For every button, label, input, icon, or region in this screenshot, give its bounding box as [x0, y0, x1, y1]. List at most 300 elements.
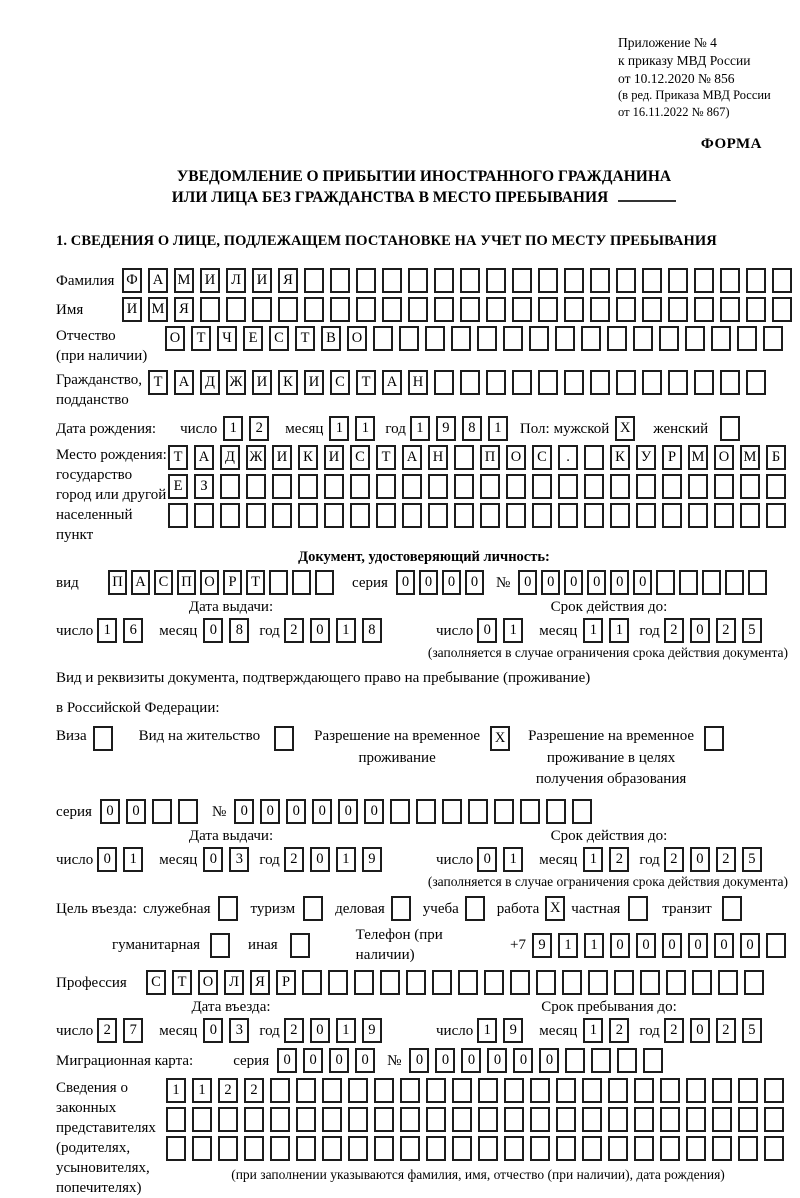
representatives-cell[interactable]: [556, 1078, 576, 1103]
birth-place-cell[interactable]: [272, 503, 292, 528]
doc-number-cell[interactable]: 0: [633, 570, 652, 595]
representatives-cell[interactable]: [244, 1107, 264, 1132]
phone-cell[interactable]: [766, 933, 786, 958]
birth-place-cell[interactable]: О: [714, 445, 734, 470]
representatives-cell[interactable]: [218, 1107, 238, 1132]
doc-type-cell[interactable]: П: [177, 570, 196, 595]
given-name-cell[interactable]: [434, 297, 454, 322]
representatives-cell[interactable]: [374, 1107, 394, 1132]
profession-cell[interactable]: [666, 970, 686, 995]
given-name-cell[interactable]: [616, 297, 636, 322]
purpose-tourism-cell[interactable]: [303, 896, 323, 921]
purpose-humanitarian-cell[interactable]: [210, 933, 230, 958]
citizenship-cell[interactable]: [668, 370, 688, 395]
patronymic-cell[interactable]: [737, 326, 757, 351]
given-name-cell[interactable]: [304, 297, 324, 322]
birth-place-cell[interactable]: [376, 474, 396, 499]
purpose-work-cell[interactable]: X: [545, 896, 565, 921]
birth-place-cell[interactable]: [558, 503, 578, 528]
permit-number-cell[interactable]: [416, 799, 436, 824]
purpose-other-cell[interactable]: [290, 933, 310, 958]
doc-number-cell[interactable]: 0: [518, 570, 537, 595]
representatives-cell[interactable]: [686, 1078, 706, 1103]
purpose-business-cell[interactable]: [391, 896, 411, 921]
citizenship-cell[interactable]: Т: [356, 370, 376, 395]
birth-place-cell[interactable]: [584, 474, 604, 499]
permit-issue-year-cell[interactable]: 9: [362, 847, 382, 872]
representatives-cell[interactable]: [634, 1078, 654, 1103]
stay-until-year-cell[interactable]: 2: [716, 1018, 736, 1043]
doc-expiry-year-cell[interactable]: 0: [690, 618, 710, 643]
representatives-cell[interactable]: 2: [244, 1078, 264, 1103]
doc-number-cell[interactable]: [679, 570, 698, 595]
entry-month-cell[interactable]: 0: [203, 1018, 223, 1043]
birth-month-cell[interactable]: 1: [329, 416, 349, 441]
migration-card-series-cell[interactable]: 0: [277, 1048, 297, 1073]
doc-type-cell[interactable]: [292, 570, 311, 595]
surname-cell[interactable]: И: [252, 268, 272, 293]
given-name-cell[interactable]: [382, 297, 402, 322]
representatives-cell[interactable]: [478, 1136, 498, 1161]
patronymic-cell[interactable]: [373, 326, 393, 351]
citizenship-cell[interactable]: Т: [148, 370, 168, 395]
birth-place-cell[interactable]: .: [558, 445, 578, 470]
doc-expiry-year-cell[interactable]: 5: [742, 618, 762, 643]
patronymic-cell[interactable]: [529, 326, 549, 351]
permit-number-cell[interactable]: 0: [260, 799, 280, 824]
permit-number-cell[interactable]: [546, 799, 566, 824]
patronymic-cell[interactable]: Т: [191, 326, 211, 351]
permit-issue-day-cell[interactable]: 0: [97, 847, 117, 872]
entry-month-cell[interactable]: 3: [229, 1018, 249, 1043]
profession-cell[interactable]: Я: [250, 970, 270, 995]
permit-expiry-year-cell[interactable]: 0: [690, 847, 710, 872]
birth-place-cell[interactable]: [376, 503, 396, 528]
birth-place-cell[interactable]: [766, 474, 786, 499]
birth-place-cell[interactable]: [610, 503, 630, 528]
profession-cell[interactable]: [302, 970, 322, 995]
birth-place-cell[interactable]: [584, 503, 604, 528]
citizenship-cell[interactable]: К: [278, 370, 298, 395]
representatives-cell[interactable]: [530, 1107, 550, 1132]
representatives-cell[interactable]: [400, 1136, 420, 1161]
citizenship-cell[interactable]: [746, 370, 766, 395]
permit-number-cell[interactable]: 0: [312, 799, 332, 824]
representatives-cell[interactable]: [738, 1136, 758, 1161]
citizenship-cell[interactable]: [720, 370, 740, 395]
birth-place-cell[interactable]: [610, 474, 630, 499]
patronymic-cell[interactable]: [659, 326, 679, 351]
doc-type-cell[interactable]: П: [108, 570, 127, 595]
surname-cell[interactable]: [512, 268, 532, 293]
birth-place-cell[interactable]: М: [740, 445, 760, 470]
patronymic-cell[interactable]: [711, 326, 731, 351]
given-name-cell[interactable]: [538, 297, 558, 322]
representatives-cell[interactable]: [374, 1078, 394, 1103]
representatives-cell[interactable]: [764, 1078, 784, 1103]
birth-place-cell[interactable]: Н: [428, 445, 448, 470]
birth-place-cell[interactable]: [584, 445, 604, 470]
birth-place-cell[interactable]: Б: [766, 445, 786, 470]
profession-cell[interactable]: О: [198, 970, 218, 995]
birth-place-cell[interactable]: [428, 474, 448, 499]
doc-issue-year-cell[interactable]: 0: [310, 618, 330, 643]
representatives-cell[interactable]: [426, 1136, 446, 1161]
representatives-cell[interactable]: [400, 1107, 420, 1132]
doc-number-cell[interactable]: 0: [541, 570, 560, 595]
birth-place-cell[interactable]: А: [402, 445, 422, 470]
birth-place-cell[interactable]: [298, 474, 318, 499]
citizenship-cell[interactable]: [564, 370, 584, 395]
birth-place-cell[interactable]: А: [194, 445, 214, 470]
birth-place-cell[interactable]: И: [324, 445, 344, 470]
given-name-cell[interactable]: [590, 297, 610, 322]
patronymic-cell[interactable]: О: [347, 326, 367, 351]
surname-cell[interactable]: [304, 268, 324, 293]
birth-year-cell[interactable]: 8: [462, 416, 482, 441]
given-name-cell[interactable]: [226, 297, 246, 322]
profession-cell[interactable]: [744, 970, 764, 995]
purpose-private-cell[interactable]: [628, 896, 648, 921]
given-name-cell[interactable]: [642, 297, 662, 322]
birth-place-cell[interactable]: У: [636, 445, 656, 470]
representatives-cell[interactable]: [634, 1107, 654, 1132]
representatives-cell[interactable]: [582, 1136, 602, 1161]
representatives-cell[interactable]: [556, 1107, 576, 1132]
birth-place-cell[interactable]: [194, 503, 214, 528]
phone-cell[interactable]: 0: [740, 933, 760, 958]
given-name-cell[interactable]: [330, 297, 350, 322]
representatives-cell[interactable]: [426, 1078, 446, 1103]
patronymic-cell[interactable]: В: [321, 326, 341, 351]
surname-cell[interactable]: [564, 268, 584, 293]
migration-card-number-cell[interactable]: [591, 1048, 611, 1073]
doc-type-cell[interactable]: О: [200, 570, 219, 595]
birth-place-cell[interactable]: [740, 474, 760, 499]
profession-cell[interactable]: [510, 970, 530, 995]
profession-cell[interactable]: [588, 970, 608, 995]
surname-cell[interactable]: [538, 268, 558, 293]
citizenship-cell[interactable]: [460, 370, 480, 395]
migration-card-number-cell[interactable]: [565, 1048, 585, 1073]
representatives-cell[interactable]: [296, 1136, 316, 1161]
doc-series-cell[interactable]: 0: [442, 570, 461, 595]
doc-number-cell[interactable]: [748, 570, 767, 595]
purpose-transit-cell[interactable]: [722, 896, 742, 921]
birth-place-cell[interactable]: [246, 474, 266, 499]
permit-number-cell[interactable]: [520, 799, 540, 824]
phone-cell[interactable]: 0: [636, 933, 656, 958]
given-name-cell[interactable]: [460, 297, 480, 322]
representatives-cell[interactable]: [374, 1136, 394, 1161]
permit-expiry-year-cell[interactable]: 2: [664, 847, 684, 872]
permit-series-cell[interactable]: [152, 799, 172, 824]
profession-cell[interactable]: [718, 970, 738, 995]
doc-expiry-day-cell[interactable]: 1: [503, 618, 523, 643]
profession-cell[interactable]: [536, 970, 556, 995]
surname-cell[interactable]: [460, 268, 480, 293]
birth-place-cell[interactable]: [324, 503, 344, 528]
profession-cell[interactable]: Т: [172, 970, 192, 995]
permit-issue-month-cell[interactable]: 3: [229, 847, 249, 872]
permit-number-cell[interactable]: [468, 799, 488, 824]
surname-cell[interactable]: М: [174, 268, 194, 293]
birth-place-cell[interactable]: [532, 503, 552, 528]
phone-cell[interactable]: 0: [610, 933, 630, 958]
female-checkbox-cell[interactable]: [720, 416, 740, 441]
representatives-cell[interactable]: [712, 1136, 732, 1161]
temp-residence-checkbox-cell[interactable]: X: [490, 726, 510, 751]
representatives-cell[interactable]: [296, 1078, 316, 1103]
surname-cell[interactable]: Ф: [122, 268, 142, 293]
representatives-cell[interactable]: [270, 1078, 290, 1103]
birth-place-cell[interactable]: З: [194, 474, 214, 499]
birth-place-cell[interactable]: [480, 474, 500, 499]
representatives-cell[interactable]: [452, 1107, 472, 1132]
migration-card-series-cell[interactable]: 0: [355, 1048, 375, 1073]
birth-place-cell[interactable]: [480, 503, 500, 528]
given-name-cell[interactable]: М: [148, 297, 168, 322]
doc-number-cell[interactable]: 0: [587, 570, 606, 595]
doc-expiry-year-cell[interactable]: 2: [664, 618, 684, 643]
birth-place-cell[interactable]: [506, 474, 526, 499]
purpose-official-cell[interactable]: [218, 896, 238, 921]
representatives-cell[interactable]: [322, 1078, 342, 1103]
profession-cell[interactable]: [328, 970, 348, 995]
doc-series-cell[interactable]: 0: [419, 570, 438, 595]
surname-cell[interactable]: [668, 268, 688, 293]
profession-cell[interactable]: Р: [276, 970, 296, 995]
representatives-cell[interactable]: [608, 1136, 628, 1161]
birth-place-cell[interactable]: [558, 474, 578, 499]
migration-card-number-cell[interactable]: 0: [435, 1048, 455, 1073]
visa-checkbox-cell[interactable]: [93, 726, 113, 751]
given-name-cell[interactable]: [278, 297, 298, 322]
birth-month-cell[interactable]: 1: [355, 416, 375, 441]
birth-place-cell[interactable]: [220, 474, 240, 499]
patronymic-cell[interactable]: [451, 326, 471, 351]
patronymic-cell[interactable]: [581, 326, 601, 351]
permit-expiry-day-cell[interactable]: 1: [503, 847, 523, 872]
given-name-cell[interactable]: [512, 297, 532, 322]
patronymic-cell[interactable]: С: [269, 326, 289, 351]
given-name-cell[interactable]: Я: [174, 297, 194, 322]
edu-residence-checkbox-cell[interactable]: [704, 726, 724, 751]
given-name-cell[interactable]: [720, 297, 740, 322]
birth-place-cell[interactable]: М: [688, 445, 708, 470]
profession-cell[interactable]: [484, 970, 504, 995]
representatives-cell[interactable]: [348, 1078, 368, 1103]
birth-place-cell[interactable]: [428, 503, 448, 528]
permit-issue-year-cell[interactable]: 0: [310, 847, 330, 872]
profession-cell[interactable]: [380, 970, 400, 995]
birth-place-cell[interactable]: К: [298, 445, 318, 470]
doc-issue-year-cell[interactable]: 8: [362, 618, 382, 643]
residence-permit-checkbox-cell[interactable]: [274, 726, 294, 751]
phone-cell[interactable]: 0: [688, 933, 708, 958]
surname-cell[interactable]: [356, 268, 376, 293]
representatives-cell[interactable]: [400, 1078, 420, 1103]
migration-card-number-cell[interactable]: [617, 1048, 637, 1073]
citizenship-cell[interactable]: [694, 370, 714, 395]
profession-cell[interactable]: [562, 970, 582, 995]
representatives-cell[interactable]: [218, 1136, 238, 1161]
birth-day-cell[interactable]: 2: [249, 416, 269, 441]
profession-cell[interactable]: [614, 970, 634, 995]
birth-place-cell[interactable]: Т: [376, 445, 396, 470]
birth-place-cell[interactable]: [350, 474, 370, 499]
birth-place-cell[interactable]: [714, 503, 734, 528]
birth-place-cell[interactable]: Р: [662, 445, 682, 470]
patronymic-cell[interactable]: [555, 326, 575, 351]
representatives-cell[interactable]: [686, 1107, 706, 1132]
profession-cell[interactable]: [354, 970, 374, 995]
entry-day-cell[interactable]: 7: [123, 1018, 143, 1043]
given-name-cell[interactable]: [408, 297, 428, 322]
patronymic-cell[interactable]: [399, 326, 419, 351]
citizenship-cell[interactable]: [512, 370, 532, 395]
birth-place-cell[interactable]: [532, 474, 552, 499]
representatives-cell[interactable]: [322, 1107, 342, 1132]
given-name-cell[interactable]: [746, 297, 766, 322]
birth-place-cell[interactable]: [454, 474, 474, 499]
surname-cell[interactable]: [616, 268, 636, 293]
birth-place-cell[interactable]: [636, 474, 656, 499]
surname-cell[interactable]: Л: [226, 268, 246, 293]
patronymic-cell[interactable]: Т: [295, 326, 315, 351]
birth-place-cell[interactable]: [298, 503, 318, 528]
representatives-cell[interactable]: [712, 1107, 732, 1132]
birth-place-cell[interactable]: [402, 503, 422, 528]
representatives-cell[interactable]: [452, 1136, 472, 1161]
representatives-cell[interactable]: [712, 1078, 732, 1103]
representatives-cell[interactable]: [452, 1078, 472, 1103]
surname-cell[interactable]: [382, 268, 402, 293]
doc-number-cell[interactable]: [725, 570, 744, 595]
entry-day-cell[interactable]: 2: [97, 1018, 117, 1043]
representatives-cell[interactable]: [426, 1107, 446, 1132]
citizenship-cell[interactable]: [642, 370, 662, 395]
entry-year-cell[interactable]: 2: [284, 1018, 304, 1043]
doc-expiry-month-cell[interactable]: 1: [583, 618, 603, 643]
given-name-cell[interactable]: [252, 297, 272, 322]
citizenship-cell[interactable]: [486, 370, 506, 395]
surname-cell[interactable]: А: [148, 268, 168, 293]
given-name-cell[interactable]: [200, 297, 220, 322]
surname-cell[interactable]: [486, 268, 506, 293]
stay-until-month-cell[interactable]: 1: [583, 1018, 603, 1043]
doc-number-cell[interactable]: 0: [610, 570, 629, 595]
representatives-cell[interactable]: [478, 1107, 498, 1132]
profession-cell[interactable]: [432, 970, 452, 995]
doc-expiry-day-cell[interactable]: 0: [477, 618, 497, 643]
representatives-cell[interactable]: [582, 1107, 602, 1132]
birth-place-cell[interactable]: Е: [168, 474, 188, 499]
citizenship-cell[interactable]: С: [330, 370, 350, 395]
profession-cell[interactable]: С: [146, 970, 166, 995]
doc-number-cell[interactable]: [702, 570, 721, 595]
phone-cell[interactable]: 1: [558, 933, 578, 958]
profession-cell[interactable]: [458, 970, 478, 995]
entry-year-cell[interactable]: 1: [336, 1018, 356, 1043]
permit-number-cell[interactable]: 0: [338, 799, 358, 824]
birth-place-cell[interactable]: [740, 503, 760, 528]
surname-cell[interactable]: [642, 268, 662, 293]
representatives-cell[interactable]: [660, 1136, 680, 1161]
patronymic-cell[interactable]: Ч: [217, 326, 237, 351]
permit-number-cell[interactable]: 0: [286, 799, 306, 824]
surname-cell[interactable]: Я: [278, 268, 298, 293]
birth-year-cell[interactable]: 1: [488, 416, 508, 441]
birth-place-cell[interactable]: [350, 503, 370, 528]
birth-place-cell[interactable]: С: [532, 445, 552, 470]
stay-until-year-cell[interactable]: 2: [664, 1018, 684, 1043]
given-name-cell[interactable]: [564, 297, 584, 322]
patronymic-cell[interactable]: [425, 326, 445, 351]
representatives-cell[interactable]: [608, 1078, 628, 1103]
stay-until-year-cell[interactable]: 0: [690, 1018, 710, 1043]
permit-number-cell[interactable]: [390, 799, 410, 824]
purpose-study-cell[interactable]: [465, 896, 485, 921]
birth-place-cell[interactable]: [714, 474, 734, 499]
representatives-cell[interactable]: [192, 1107, 212, 1132]
birth-year-cell[interactable]: 1: [410, 416, 430, 441]
permit-number-cell[interactable]: [572, 799, 592, 824]
migration-card-number-cell[interactable]: 0: [539, 1048, 559, 1073]
permit-number-cell[interactable]: 0: [364, 799, 384, 824]
representatives-cell[interactable]: [322, 1136, 342, 1161]
given-name-cell[interactable]: [772, 297, 792, 322]
migration-card-number-cell[interactable]: 0: [461, 1048, 481, 1073]
birth-place-cell[interactable]: [220, 503, 240, 528]
permit-expiry-day-cell[interactable]: 0: [477, 847, 497, 872]
patronymic-cell[interactable]: [607, 326, 627, 351]
representatives-cell[interactable]: [608, 1107, 628, 1132]
citizenship-cell[interactable]: [538, 370, 558, 395]
male-checkbox-cell[interactable]: X: [615, 416, 635, 441]
patronymic-cell[interactable]: [503, 326, 523, 351]
birth-place-cell[interactable]: [454, 503, 474, 528]
profession-cell[interactable]: [692, 970, 712, 995]
surname-cell[interactable]: [330, 268, 350, 293]
birth-place-cell[interactable]: [688, 503, 708, 528]
surname-cell[interactable]: [772, 268, 792, 293]
patronymic-cell[interactable]: Е: [243, 326, 263, 351]
representatives-cell[interactable]: [738, 1078, 758, 1103]
representatives-cell[interactable]: [660, 1078, 680, 1103]
doc-expiry-year-cell[interactable]: 2: [716, 618, 736, 643]
doc-type-cell[interactable]: Т: [246, 570, 265, 595]
representatives-cell[interactable]: [530, 1078, 550, 1103]
migration-card-series-cell[interactable]: 0: [329, 1048, 349, 1073]
citizenship-cell[interactable]: Н: [408, 370, 428, 395]
phone-cell[interactable]: 1: [584, 933, 604, 958]
representatives-cell[interactable]: [192, 1136, 212, 1161]
patronymic-cell[interactable]: [633, 326, 653, 351]
permit-expiry-month-cell[interactable]: 2: [609, 847, 629, 872]
given-name-cell[interactable]: [486, 297, 506, 322]
given-name-cell[interactable]: [356, 297, 376, 322]
representatives-cell[interactable]: [634, 1136, 654, 1161]
birth-place-cell[interactable]: [506, 503, 526, 528]
doc-series-cell[interactable]: 0: [396, 570, 415, 595]
surname-cell[interactable]: [408, 268, 428, 293]
stay-until-day-cell[interactable]: 9: [503, 1018, 523, 1043]
profession-cell[interactable]: Л: [224, 970, 244, 995]
surname-cell[interactable]: И: [200, 268, 220, 293]
phone-cell[interactable]: 0: [662, 933, 682, 958]
permit-issue-year-cell[interactable]: 2: [284, 847, 304, 872]
